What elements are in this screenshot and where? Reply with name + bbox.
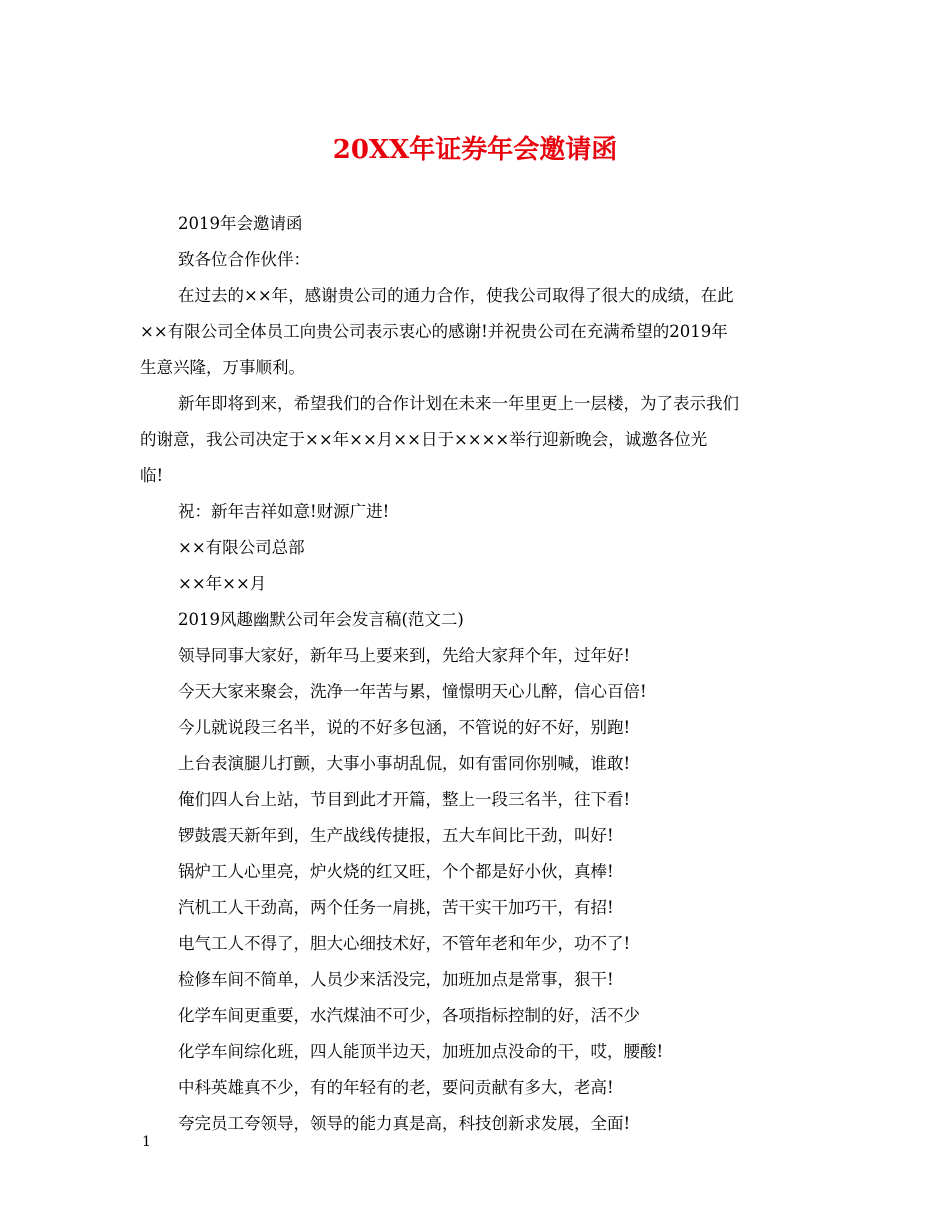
document-title: 20XX年证券年会邀请函 xyxy=(332,135,618,165)
body-line: 锣鼓震天新年到，生产战线传捷报，五大车间比干劲，叫好! xyxy=(178,826,614,845)
body-line: 电气工人不得了，胆大心细技术好，不管年老和年少，功不了! xyxy=(178,934,631,953)
body-line: 领导同事大家好，新年马上要来到，先给大家拜个年，过年好! xyxy=(178,646,631,665)
body-line: 化学车间综化班，四人能顶半边天，加班加点没命的干，哎，腰酸! xyxy=(178,1042,664,1061)
body-line: 今儿就说段三名半，说的不好多包涵，不管说的好不好，别跑! xyxy=(178,718,631,737)
body-line: 中科英雄真不少，有的年轻有的老，要问贡献有多大，老高! xyxy=(178,1078,614,1097)
body-line: 锅炉工人心里亮，炉火烧的红又旺，个个都是好小伙，真棒! xyxy=(178,862,614,881)
body-line: 俺们四人台上站，节目到此才开篇，整上一段三名半，往下看! xyxy=(178,790,631,809)
body-line: 生意兴隆，万事顺利。 xyxy=(140,358,305,377)
body-line: 的谢意，我公司决定于××年××月××日于××××举行迎新晚会，诚邀各位光 xyxy=(140,430,708,449)
body-line: ××年××月 xyxy=(178,574,267,593)
document-body xyxy=(140,206,816,1142)
body-line: 夸完员工夸领导，领导的能力真是高，科技创新求发展，全面! xyxy=(178,1114,631,1133)
body-line: 致各位合作伙伴： xyxy=(178,250,310,269)
body-line: ××有限公司总部 xyxy=(178,538,305,557)
body-line: 上台表演腿儿打颤，大事小事胡乱侃，如有雷同你别喊，谁敢! xyxy=(178,754,631,773)
body-line: 汽机工人干劲高，两个任务一肩挑，苦干实干加巧干，有招! xyxy=(178,898,614,917)
body-line: 2019年会邀请函 xyxy=(178,214,303,233)
page-number: 1 xyxy=(142,1134,151,1150)
body-line: 新年即将到来，希望我们的合作计划在未来一年里更上一层楼，为了表示我们 xyxy=(178,394,739,413)
body-line: ××有限公司全体员工向贵公司表示衷心的感谢!并祝贵公司在充满希望的2019年 xyxy=(140,322,728,341)
body-line: 检修车间不简单，人员少来活没完，加班加点是常事，狠干! xyxy=(178,970,614,989)
body-line: 2019风趣幽默公司年会发言稿(范文二) xyxy=(178,610,464,629)
body-line: 临! xyxy=(140,466,164,485)
body-line: 在过去的××年，感谢贵公司的通力合作，使我公司取得了很大的成绩，在此 xyxy=(178,286,734,305)
body-line: 今天大家来聚会，洗净一年苦与累，憧憬明天心儿醉，信心百倍! xyxy=(178,682,647,701)
body-line: 化学车间更重要，水汽煤油不可少，各项指标控制的好，活不少 xyxy=(178,1006,640,1025)
body-line: 祝：新年吉祥如意!财源广进! xyxy=(178,502,390,521)
